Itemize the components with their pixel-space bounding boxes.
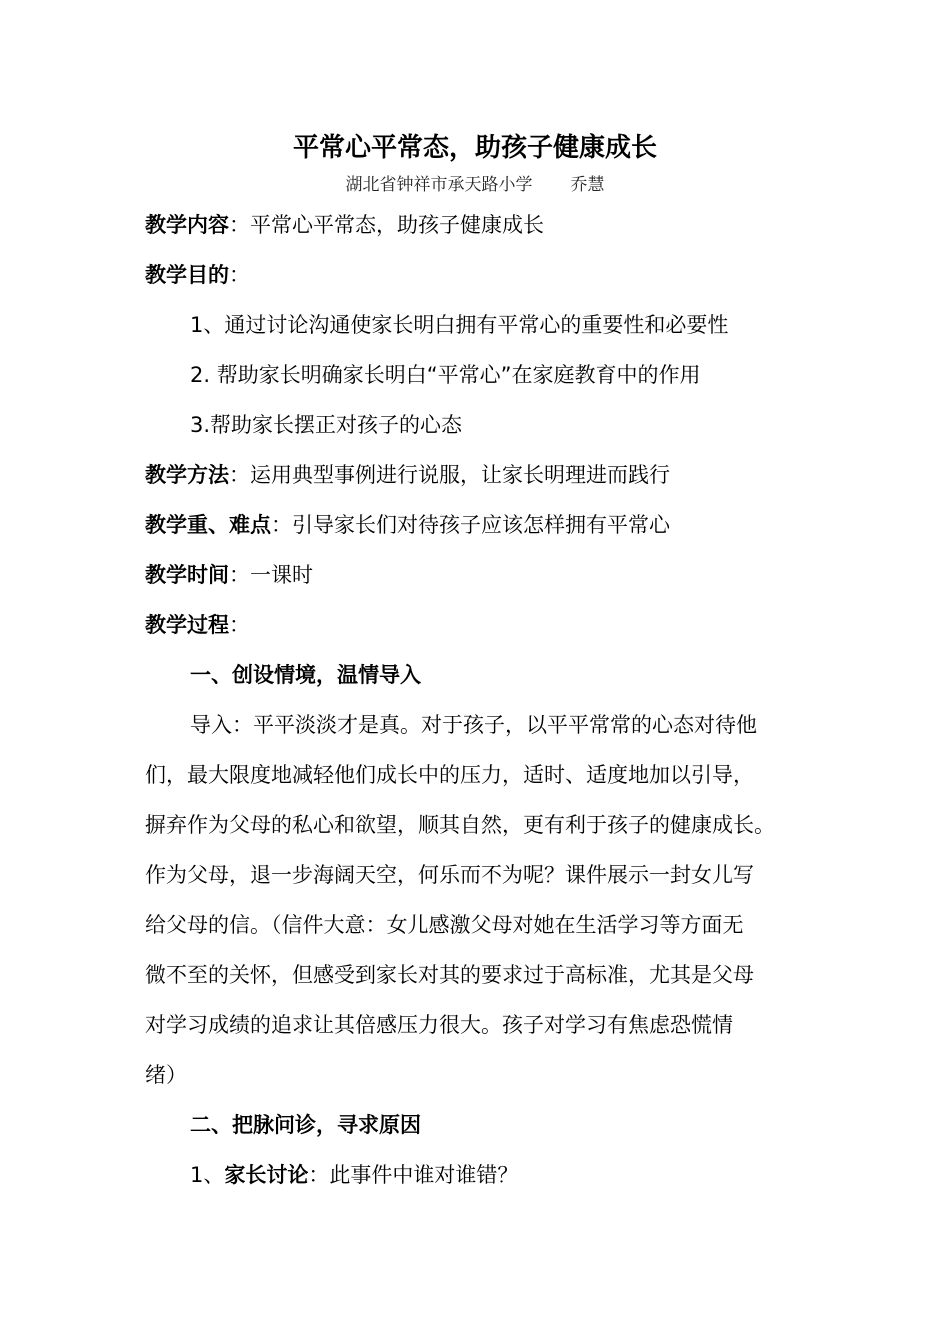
discussion-label: 家长讨论 xyxy=(224,1163,309,1187)
content-label: 教学内容 xyxy=(145,213,229,237)
time-line xyxy=(145,550,805,600)
process-line xyxy=(145,600,805,650)
discussion-line xyxy=(145,1150,805,1200)
process-colon: ： xyxy=(229,613,250,637)
goal-item: 1、通过讨论沟通使家长明白拥有平常心的重要性和必要性 xyxy=(190,313,729,337)
content-line xyxy=(145,200,805,250)
method-value: ：运用典型事例进行说服，让家长明理进而践行 xyxy=(229,463,670,487)
section2-heading: 二、把脉问诊，寻求原因 xyxy=(190,1113,421,1137)
content-value: ：平常心平常态，助孩子健康成长 xyxy=(229,213,544,237)
paragraph-line: 绪） xyxy=(145,1063,187,1087)
key-points-line xyxy=(145,500,805,550)
section1-heading: 一、创设情境，温情导入 xyxy=(190,663,421,687)
goals-label: 教学目的 xyxy=(145,263,229,287)
school-name: 湖北省钟祥市承天路小学 xyxy=(345,175,533,195)
time-label: 教学时间 xyxy=(145,563,229,587)
method-line xyxy=(145,450,805,500)
author-name: 乔慧 xyxy=(570,175,605,195)
paragraph-line: 作为父母，退一步海阔天空，何乐而不为呢？课件展示一封女儿写 xyxy=(145,863,754,887)
method-label: 教学方法 xyxy=(145,463,229,487)
paragraph-line: 微不至的关怀，但感受到家长对其的要求过于高标准，尤其是父母 xyxy=(145,963,754,987)
key-points-value: ：引导家长们对待孩子应该怎样拥有平常心 xyxy=(271,513,670,537)
byline xyxy=(0,172,950,198)
discussion-prefix: 1、 xyxy=(190,1163,225,1187)
time-value: ：一课时 xyxy=(229,563,313,587)
process-label: 教学过程 xyxy=(145,613,229,637)
key-points-label: 教学重、难点 xyxy=(145,513,271,537)
document-body xyxy=(145,200,805,1200)
paragraph-line: 摒弃作为父母的私心和欲望，顺其自然，更有利于孩子的健康成长。 xyxy=(145,813,775,837)
paragraph-line: 给父母的信。（信件大意：女儿感激父母对她在生活学习等方面无 xyxy=(145,913,744,937)
paragraph-line: 们，最大限度地减轻他们成长中的压力，适时、适度地加以引导， xyxy=(145,763,754,787)
paragraph-line: 导入：平平淡淡才是真。对于孩子，以平平常常的心态对待他 xyxy=(190,713,757,737)
goals-colon: ： xyxy=(229,263,250,287)
paragraph-line: 对学习成绩的追求让其倍感压力很大。孩子对学习有焦虑恐慌情 xyxy=(145,1013,733,1037)
document-title: 平常心平常态，助孩子健康成长 xyxy=(292,133,657,163)
discussion-value: ：此事件中谁对谁错？ xyxy=(308,1163,519,1187)
goals-line xyxy=(145,250,805,300)
goal-item: 2. 帮助家长明确家长明白“平常心”在家庭教育中的作用 xyxy=(190,363,701,387)
goal-item: 3.帮助家长摆正对孩子的心态 xyxy=(190,413,463,437)
